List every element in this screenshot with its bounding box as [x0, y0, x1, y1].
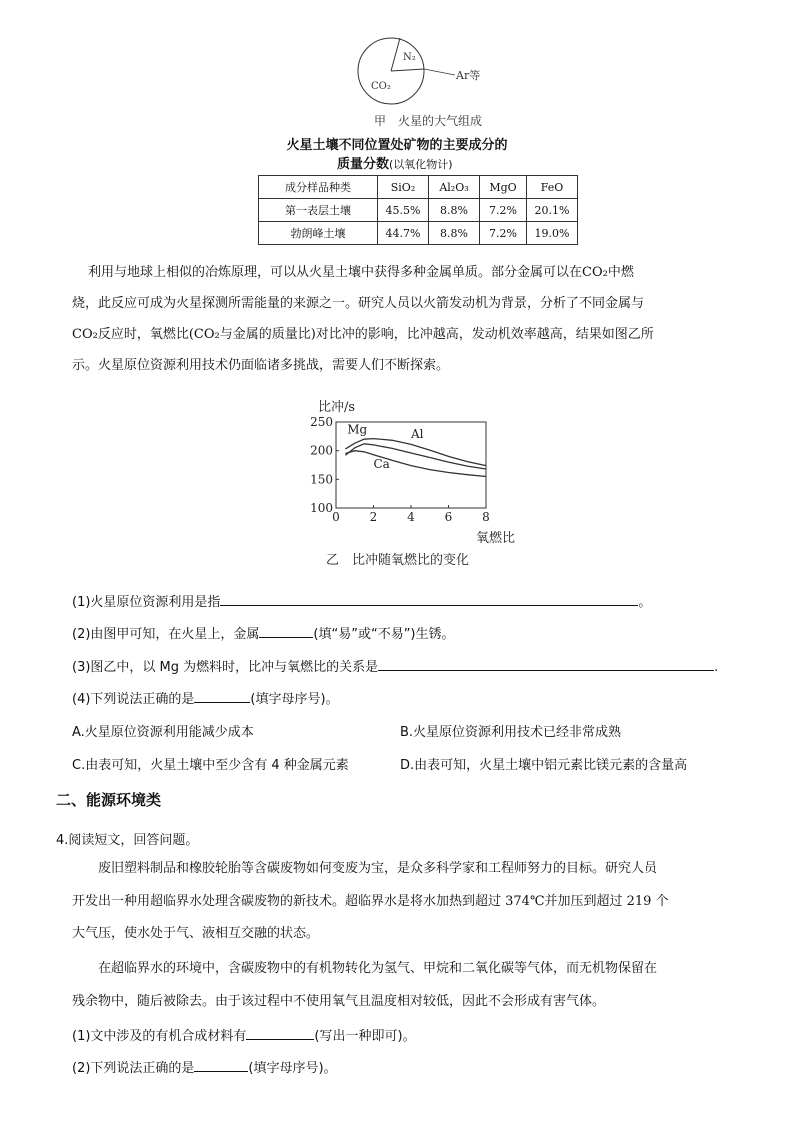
passage1-line: 利用与地球上相似的冶炼原理，可以从火星土壤中获得多种金属单质。部分金属可以在CO₂中燃: [88, 265, 634, 280]
option-b: B.火星原位资源利用技术已经非常成熟: [400, 725, 622, 740]
pie-slice-edge: [391, 38, 400, 71]
sub-question-1-suffix: (写出一种即可)。: [314, 1029, 416, 1044]
table-subtitle: [337, 153, 453, 172]
option-c: C.由表可知，火星土壤中至少含有 4 种金属元素: [72, 758, 349, 773]
x-tick-label: 2: [369, 510, 378, 524]
pie-slice-edge: [391, 69, 424, 71]
table-cell: 7.2%: [480, 222, 527, 245]
figure-jia-caption: 甲 火星的大气组成: [374, 114, 483, 128]
question-2-text: (2)由图甲可知，在火星上，金属: [72, 627, 260, 642]
x-tick-label: 8: [482, 510, 490, 524]
sub-question-2-suffix: (填字母序号)。: [248, 1061, 337, 1076]
question-4-suffix: (填字母序号)。: [250, 692, 339, 707]
x-tick-label: 6: [444, 510, 453, 524]
answer-blank[interactable]: [194, 1057, 248, 1072]
answer-blank[interactable]: [259, 623, 313, 638]
y-tick-label: 200: [310, 443, 333, 458]
question-3: [72, 656, 718, 675]
series-label-al: Al: [411, 427, 424, 442]
sub-question-2: [72, 1057, 337, 1076]
option-a: A.火星原位资源利用能减少成本: [72, 725, 254, 740]
option-d: D.由表可知，火星土壤中铝元素比镁元素的含量高: [400, 758, 688, 773]
answer-blank[interactable]: [220, 591, 638, 606]
chart-title: 乙 比冲随氧燃比的变化: [326, 553, 470, 568]
y-tick-label: 150: [310, 472, 333, 487]
pie-label-n2: N₂: [403, 52, 416, 63]
table-cell: 44.7%: [378, 222, 429, 245]
table-header-cell: 成分样品种类: [259, 176, 378, 199]
pie-label-co2: CO₂: [371, 81, 391, 92]
series-label-ca: Ca: [373, 456, 390, 471]
question-2: [72, 623, 455, 642]
question-3-text: (3)图乙中，以 Mg 为燃料时，比冲与氧燃比的关系是: [72, 660, 379, 675]
y-tick-label: 100: [310, 501, 333, 515]
section-heading: 二、能源环境类: [56, 791, 162, 809]
table-cell: 8.8%: [429, 199, 480, 222]
question-4-text: (4)下列说法正确的是: [72, 692, 195, 707]
mars-atmosphere-pie: [355, 36, 485, 110]
table-subtitle-note: (以氧化物计): [389, 158, 453, 171]
table-header-cell: MgO: [480, 176, 527, 199]
question-1: [72, 591, 651, 610]
passage2-line: 开发出一种用超临界水处理含碳废物的新技术。超临界水是将水加热到超过 374℃并加压到超过 219 个: [72, 894, 669, 909]
passage1-line: 烧，此反应可成为火星探测所需能量的来源之一。研究人员以火箭发动机为背景，分析了不同金属与: [72, 296, 645, 311]
table-title: 火星土壤不同位置处矿物的主要成分的: [286, 138, 508, 153]
x-tick-label: 0: [332, 510, 340, 524]
table-header-cell: SiO₂: [378, 176, 429, 199]
question-2-suffix: (填“易”或“不易”)生锈。: [313, 627, 455, 642]
table-cell: 勃朗峰土壤: [259, 222, 378, 245]
pie-label-ar: Ar等: [456, 69, 481, 82]
ar-leader-line: [424, 69, 455, 75]
question-4: [72, 688, 339, 707]
answer-blank[interactable]: [194, 688, 250, 703]
passage1-line: CO₂反应时，氧燃比(CO₂与金属的质量比)对比冲的影响，比冲越高，发动机效率越高，结果如图乙所: [72, 327, 654, 342]
sub-question-1: [72, 1025, 416, 1044]
table-header-row: [259, 176, 578, 199]
table-cell: 第一表层土壤: [259, 199, 378, 222]
table-cell: 8.8%: [429, 222, 480, 245]
answer-blank[interactable]: [378, 656, 714, 671]
table-row: [259, 199, 578, 222]
series-label-mg: Mg: [347, 422, 368, 437]
table-row: [259, 222, 578, 245]
table-cell: 7.2%: [480, 199, 527, 222]
question-1-text: (1)火星原位资源利用是指: [72, 595, 221, 610]
question-3-suffix: .: [714, 660, 719, 675]
table-cell: 20.1%: [527, 199, 578, 222]
question-4-intro: 4.阅读短文，回答问题。: [56, 833, 199, 848]
question-1-suffix: 。: [638, 595, 652, 610]
y-axis-label: 比冲/s: [318, 400, 356, 415]
y-tick-label: 250: [310, 415, 333, 429]
sub-question-2-text: (2)下列说法正确的是: [72, 1061, 195, 1076]
specific-impulse-chart: [296, 392, 556, 572]
passage2-line: 残余物中，随后被除去。由于该过程中不使用氧气且温度相对较低，因此不会形成有害气体。: [72, 994, 606, 1009]
passage2-line: 大气压，使水处于气、液相互交融的状态。: [72, 926, 320, 941]
table-cell: 19.0%: [527, 222, 578, 245]
x-axis-label: 氧燃比: [476, 531, 516, 546]
minerals-table: [258, 175, 578, 245]
table-header-cell: FeO: [527, 176, 578, 199]
x-tick-label: 4: [407, 510, 415, 524]
table-header-cell: Al₂O₃: [429, 176, 480, 199]
passage1-line: 示。火星原位资源利用技术仍面临诸多挑战，需要人们不断探索。: [72, 358, 450, 373]
table-cell: 45.5%: [378, 199, 429, 222]
answer-blank[interactable]: [246, 1025, 314, 1040]
sub-question-1-text: (1)文中涉及的有机合成材料有: [72, 1029, 247, 1044]
passage2-line: 在超临界水的环境中，含碳废物中的有机物转化为氢气、甲烷和二氧化碳等气体，而无机物保留在: [98, 961, 658, 976]
passage2-line: 废旧塑料制品和橡胶轮胎等含碳废物如何变废为宝，是众多科学家和工程师努力的目标。研究人员: [98, 861, 658, 876]
table-subtitle-main: 质量分数: [337, 157, 390, 172]
